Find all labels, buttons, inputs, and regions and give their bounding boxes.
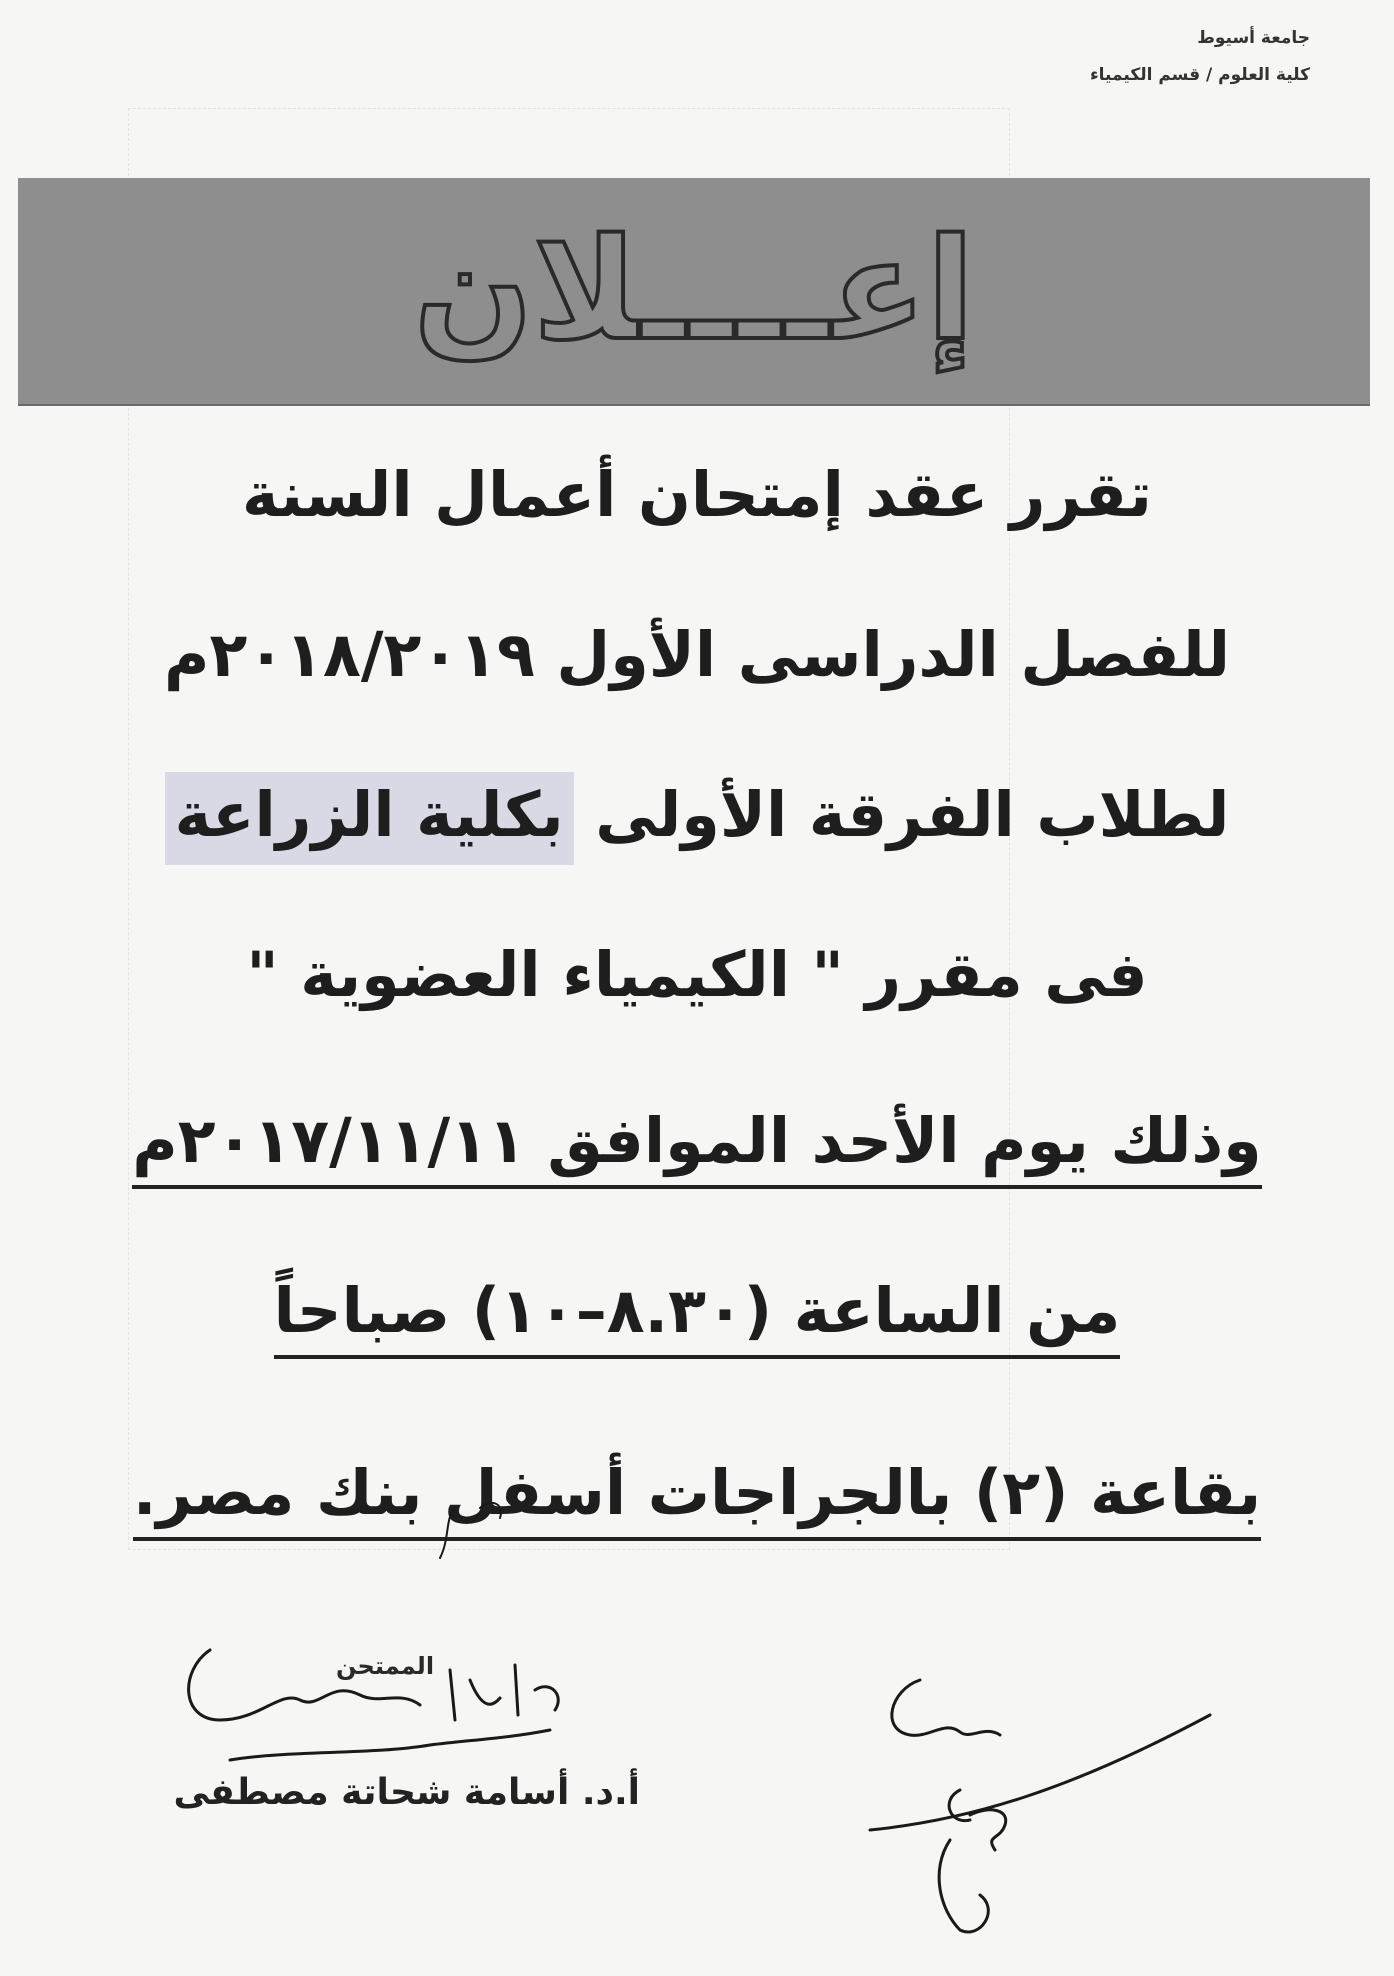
faculty-highlight: بكلية الزراعة: [165, 772, 574, 865]
date-text: وذلك يوم الأحد الموافق ٢٠١٧/١١/١١م: [132, 1104, 1261, 1189]
university-name: جامعة أسيوط: [1197, 28, 1310, 48]
examiner-signature: [170, 1610, 630, 1770]
examiner-name: أ.د. أسامة شحاتة مصطفى: [173, 1772, 640, 1813]
body-line-students: [0, 778, 1394, 851]
body-line-course: فى مقرر " الكيمياء العضوية ": [246, 938, 1148, 1011]
body-line-exam: تقرر عقد إمتحان أعمال السنة: [242, 458, 1152, 531]
body-line-location: [0, 1456, 1394, 1529]
examiner-label: الممتحن: [335, 1652, 435, 1680]
announcement-title: إعــــلان: [413, 209, 975, 372]
letterhead: [1090, 30, 1310, 104]
body-line-date: [0, 1104, 1394, 1177]
time-text: من الساعة (٨.٣٠–١٠) صباحاً: [274, 1274, 1121, 1359]
location-text: بقاعة (٢) بالجراجات أسفل بنك مصر.: [133, 1456, 1261, 1541]
body-line-time: [0, 1274, 1394, 1347]
students-text: لطلاب الفرقة الأولى: [573, 778, 1230, 851]
title-banner: [18, 178, 1370, 406]
body-line-semester: للفصل الدراسى الأول ٢٠١٨/٢٠١٩م: [164, 618, 1230, 691]
handwritten-annotation: [420, 1478, 580, 1568]
faculty-department: كلية العلوم / قسم الكيمياء: [1089, 65, 1310, 85]
approval-signature: [850, 1640, 1230, 1950]
